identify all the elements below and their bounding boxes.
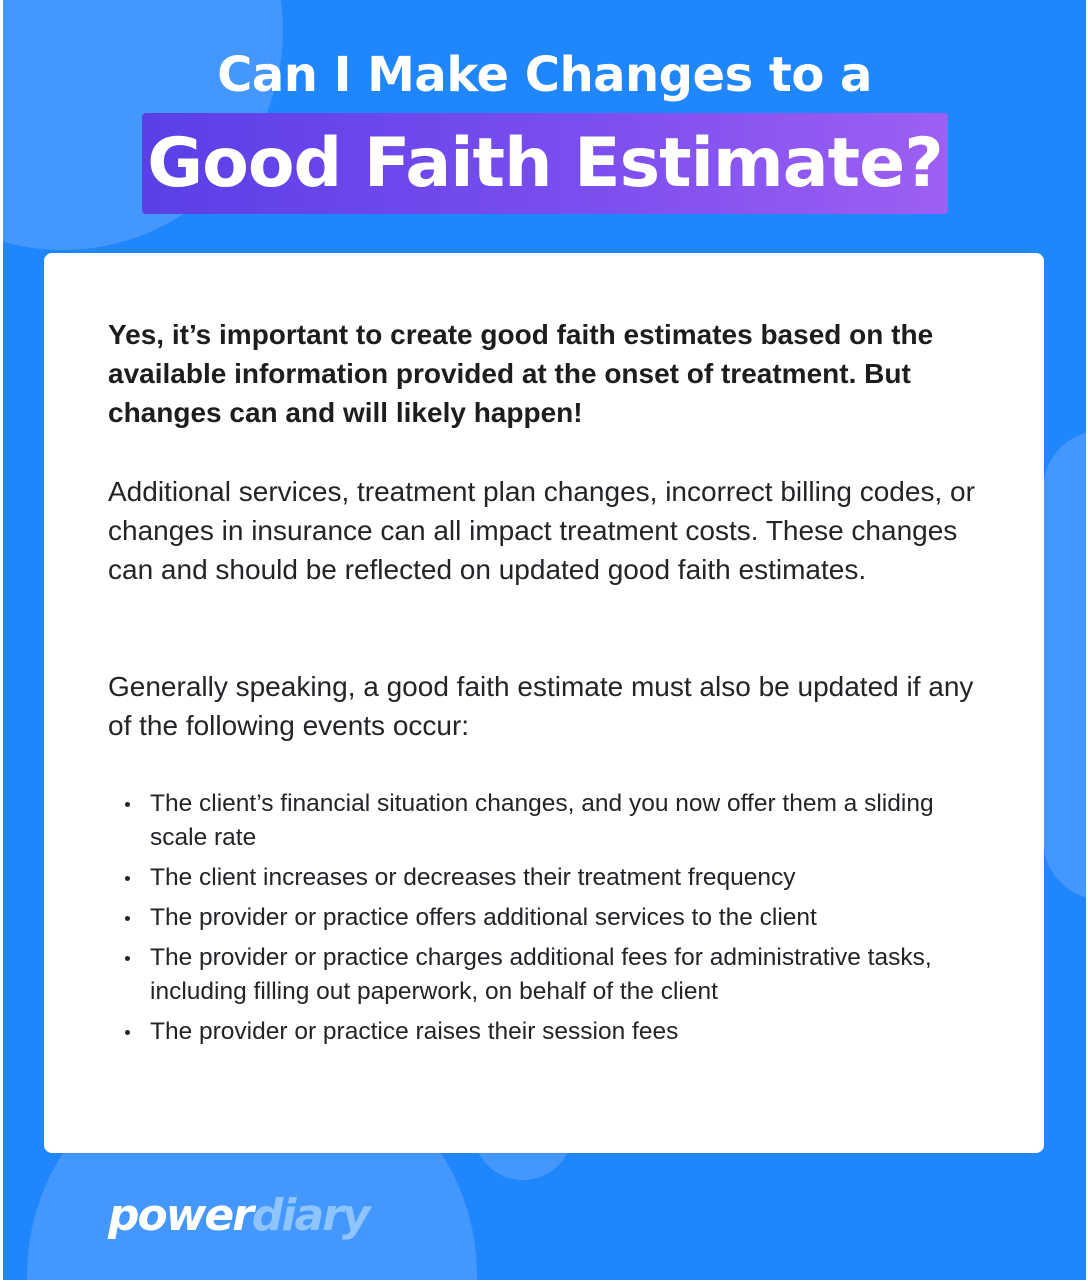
infographic	[3, 0, 1086, 1280]
list-item	[108, 787, 988, 855]
bullet-icon	[125, 916, 130, 921]
body-paragraph-2: Generally speaking, a good faith estimate must also be updated if any of the following events occur:	[108, 671, 974, 741]
logo-word-power: power	[108, 1190, 252, 1241]
decorative-shape	[1043, 430, 1086, 900]
bullet-icon	[125, 876, 130, 881]
powerdiary-logo	[108, 1188, 369, 1244]
list-item-text: The provider or practice charges additional fees for administrative tasks, including filling out paperwork, on behalf of the client	[150, 944, 932, 1005]
logo-word-diary: diary	[251, 1190, 369, 1241]
intro-paragraph: Yes, it’s important to create good faith estimates based on the available information provided at the onset of treatment. But changes can and will likely happen!	[108, 319, 934, 428]
title-line-1: Can I Make Changes to a	[217, 47, 872, 103]
list-item-text: The client’s financial situation changes, and you now offer them a sliding scale rate	[150, 790, 934, 851]
list-item	[108, 861, 988, 895]
list-item	[108, 901, 988, 935]
list-item-text: The client increases or decreases their treatment frequency	[150, 864, 796, 891]
list-item-text: The provider or practice offers additional services to the client	[150, 904, 817, 931]
bullet-icon	[125, 1030, 130, 1035]
bullet-icon	[125, 802, 130, 807]
event-list	[108, 787, 988, 1055]
bullet-icon	[125, 956, 130, 961]
list-item	[108, 941, 988, 1009]
title-line-2: Good Faith Estimate?	[147, 124, 943, 203]
list-item-text: The provider or practice raises their session fees	[150, 1018, 679, 1045]
body-paragraph-1: Additional services, treatment plan changes, incorrect billing codes, or changes in insurance can all impact treatment costs. These changes can and should be reflected on updated good faith estimates.	[108, 476, 975, 585]
content-card	[44, 253, 1044, 1153]
list-item	[108, 1015, 988, 1049]
title-highlight	[142, 113, 948, 214]
